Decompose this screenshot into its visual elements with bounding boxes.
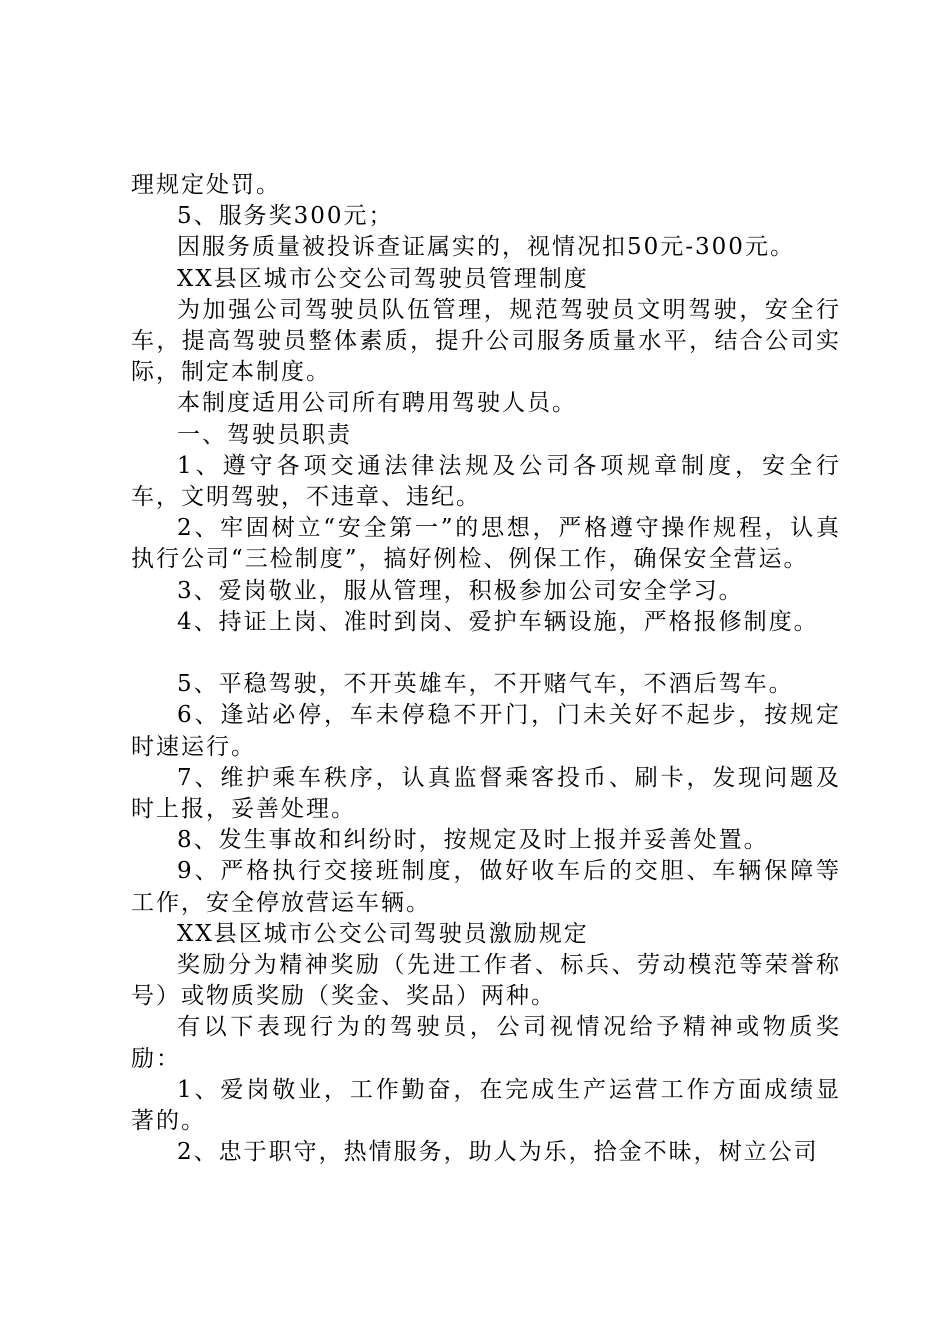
duty-item-6: 6、逢站必停，车未停稳不开门，门未关好不起步，按规定时速运行。: [131, 702, 841, 760]
duty-item-7: 7、维护乘车秩序，认真监督乘客投币、刷卡，发现问题及时上报，妥善处理。: [131, 764, 841, 823]
duty-item-3: 3、爱岗敬业，服从管理，积极参加公司安全学习。: [177, 577, 744, 604]
duty-item-9: 9、严格执行交接班制度，做好收车后的交胆、车辆保障等工作，安全停放营运车辆。: [131, 858, 841, 916]
paragraph-continuation: 理规定处罚。: [131, 172, 281, 198]
paragraph-service-award: 5、服务奖300元；: [177, 203, 394, 230]
duty-item-2: 2、牢固树立“安全第一”的思想，严格遵守操作规程，认真执行公司“三检制度”，搞好例检、例保工作，确保安全营运。: [131, 515, 841, 573]
paragraph-award-types: 奖励分为精神奖励（先进工作者、标兵、劳动模范等荣誉称号）或物质奖励（奖金、奖品）两种。: [131, 952, 841, 1010]
award-item-2: 2、忠于职守，热情服务，助人为乐，拾金不昧，树立公司: [177, 1139, 819, 1166]
duty-item-4: 4、持证上岗、准时到岗、爱护车辆设施，严格报修制度。: [177, 608, 819, 635]
award-item-1: 1、爱岗敬业，工作勤奋，在完成生产运营工作方面成绩显著的。: [131, 1076, 841, 1135]
duty-item-5: 5、平稳驾驶，不开英雄车，不开赌气车，不酒后驾车。: [177, 671, 794, 698]
paragraph-award-conditions: 有以下表现行为的驾驶员，公司视情况给予精神或物质奖励：: [131, 1014, 841, 1072]
duty-item-8: 8、发生事故和纠纷时，按规定及时上报并妥善处置。: [177, 827, 769, 854]
paragraph-service-deduction: 因服务质量被投诉查证属实的，视情况扣50元-300元。: [177, 234, 795, 261]
paragraph-purpose: 为加强公司驾驶员队伍管理，规范驾驶员文明驾驶，安全行车，提高驾驶员整体素质，提升公司服务质量水平，结合公司实际，制定本制度。: [131, 296, 841, 386]
paragraph-scope: 本制度适用公司所有聘用驾驶人员。: [177, 390, 577, 417]
section-title-incentive: XX县区城市公交公司驾驶员激励规定: [177, 920, 589, 947]
blank-line: [131, 638, 841, 669]
duty-item-1: 1、遵守各项交通法律法规及公司各项规章制度，安全行车，文明驾驶，不违章、违纪。: [131, 452, 841, 511]
heading-driver-duties: 一、驾驶员职责: [177, 421, 352, 448]
document-body: [131, 170, 841, 1168]
section-title-management: XX县区城市公交公司驾驶员管理制度: [177, 265, 589, 292]
